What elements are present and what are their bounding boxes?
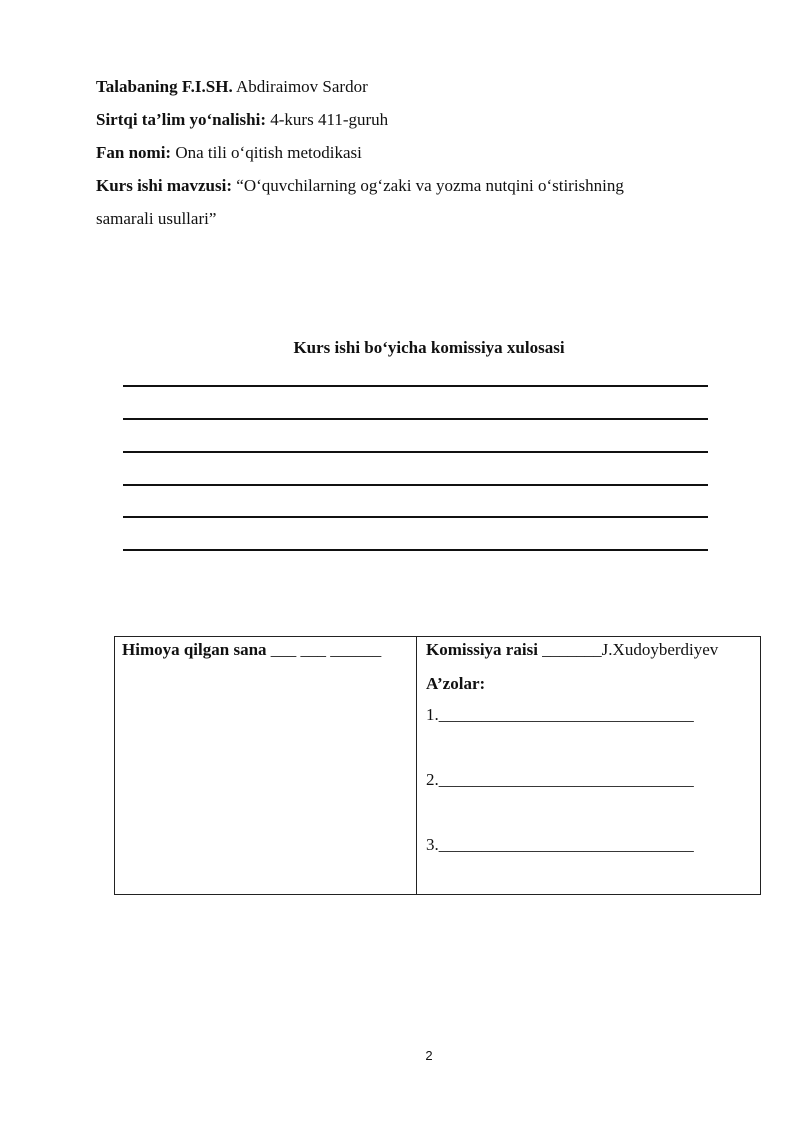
subject-line (96, 142, 362, 164)
defense-date-cell (115, 637, 417, 894)
commission-cell (417, 637, 760, 894)
conclusion-blank-line (123, 385, 708, 387)
defense-date-row (122, 639, 381, 661)
study-direction-label: Sirtqi ta’lim yo‘nalishi: (96, 110, 267, 129)
member-line: 2.______________________________ (426, 770, 694, 789)
study-direction-line (96, 109, 388, 131)
study-direction-value: 4-kurs 411-guruh (266, 110, 389, 129)
defense-table (114, 636, 761, 895)
student-name-value: Abdiraimov Sardor (232, 77, 368, 96)
subject-value: Ona tili o‘qitish metodikasi (171, 143, 362, 162)
conclusion-blank-line (123, 418, 708, 420)
student-name-line (96, 76, 368, 98)
topic-value-line1: “O‘quvchilarning og‘zaki va yozma nutqini o‘stirishning (232, 176, 624, 195)
commission-chair-label: Komissiya raisi (426, 640, 538, 659)
topic-line-continued (96, 208, 216, 230)
subject-label: Fan nomi: (96, 143, 172, 162)
conclusion-blank-line (123, 484, 708, 486)
member-line: 1.______________________________ (426, 705, 694, 724)
commission-chair-value: _______J.Xudoyberdiyev (537, 640, 719, 659)
conclusion-blank-line (123, 516, 708, 518)
conclusion-blank-line (123, 549, 708, 551)
member-line: 3.______________________________ (426, 835, 694, 854)
members-heading: A’zolar: (426, 674, 486, 693)
student-name-label: Talabaning F.I.SH. (96, 77, 233, 96)
topic-line (96, 175, 624, 197)
conclusion-blank-line (123, 451, 708, 453)
page-number: 2 (425, 1048, 433, 1063)
commission-chair-row (426, 639, 718, 661)
defense-date-blanks: ___ ___ ______ (266, 640, 382, 659)
topic-value-line2: samarali usullari” (96, 209, 217, 228)
defense-date-label: Himoya qilgan sana (122, 640, 267, 659)
conclusion-title: Kurs ishi bo‘yicha komissiya xulosasi (293, 338, 565, 357)
topic-label: Kurs ishi mavzusi: (96, 176, 233, 195)
